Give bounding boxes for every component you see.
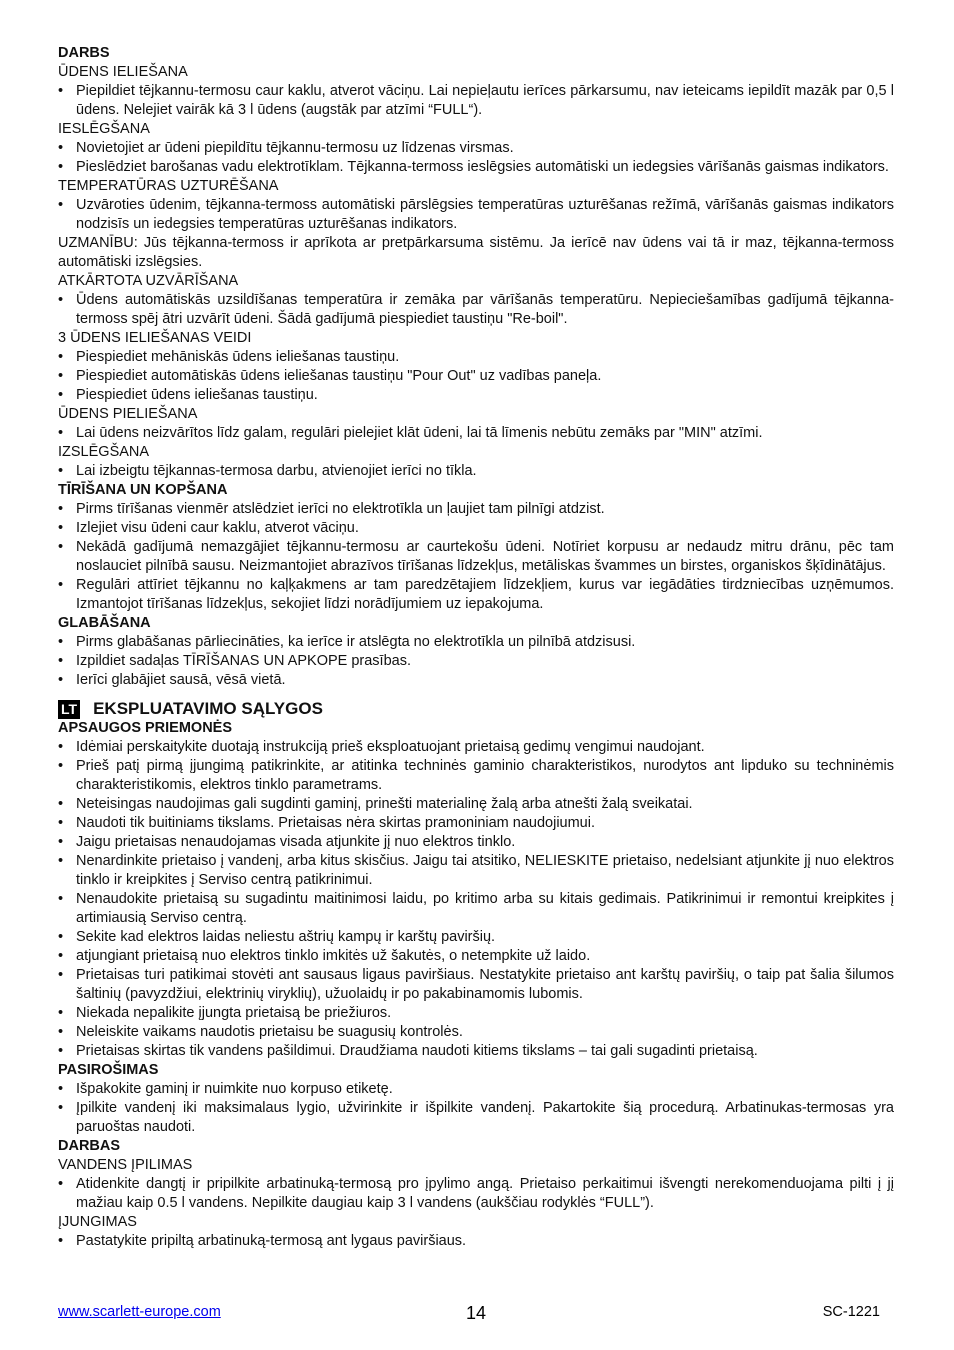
bullet-icon: • <box>58 815 64 831</box>
website-link[interactable]: www.scarlett-europe.com <box>58 1304 221 1320</box>
bullet-icon: • <box>58 929 64 945</box>
bullet-list <box>58 424 894 443</box>
list-item <box>58 139 894 158</box>
bullet-list <box>58 139 894 177</box>
subheading-pieliesana: ŪDENS PIELIEŠANA <box>58 406 198 422</box>
list-item <box>58 795 894 814</box>
list-item <box>58 852 894 890</box>
list-item <box>58 947 894 966</box>
subheading-atkartota: ATKĀRTOTA UZVĀRĪŠANA <box>58 273 239 289</box>
list-item-text: Piespiediet automātiskās ūdens ieliešanas taustiņu "Pour Out" uz vadības paneļa. <box>76 368 602 384</box>
subheading-ijungimas: ĮJUNGIMAS <box>58 1214 137 1230</box>
list-item-text: Pieslēdziet barošanas vadu elektrotīklam. Tējkanna-termoss ieslēgsies automātiski un iedegsies vārīšanās gaismas indikators. <box>76 159 889 175</box>
list-item <box>58 1175 894 1213</box>
list-item <box>58 291 894 329</box>
list-item-text: Prietaisas skirtas tik vandens pašildimui. Draudžiama naudoti kitiems tikslams – tai gali sugadinti prietaisą. <box>76 1043 758 1059</box>
bullet-icon: • <box>58 368 64 384</box>
bullet-list <box>58 348 894 405</box>
list-item <box>58 833 894 852</box>
list-item <box>58 1080 894 1099</box>
list-item <box>58 890 894 928</box>
list-item-text: Izpildiet sadaļas TĪRĪŠANAS UN APKOPE prasības. <box>76 653 411 669</box>
bullet-icon: • <box>58 1043 64 1059</box>
list-item <box>58 652 894 671</box>
bullet-list <box>58 462 894 481</box>
subheading-veidi: 3 ŪDENS IELIEŠANAS VEIDI <box>58 330 252 346</box>
subheading-udens-ieliesana: ŪDENS IELIEŠANA <box>58 64 188 80</box>
bullet-list <box>58 738 894 1061</box>
bullet-icon: • <box>58 520 64 536</box>
bullet-icon: • <box>58 1081 64 1097</box>
list-item <box>58 814 894 833</box>
bullet-icon: • <box>58 292 64 308</box>
list-item-text: Nenaudokite prietaisą su sugadintu maitinimosi laidu, po kritimo arba su kitais gedimais. Patikrinimui ir remontui kreipkites į artimiausią Serviso centrą. <box>76 891 894 926</box>
list-item <box>58 738 894 757</box>
list-item <box>58 966 894 1004</box>
list-item-text: Nekādā gadījumā nemazgājiet tējkannu-termosu ar caurtekošu ūdeni. Notīriet korpusu ar nedaudz mitru drānu, pēc tam noslauciet pilnībā sausu. Neizmantojiet abrazīvos tīrīšanas līdzekļus, metāliskas švammes un birstes, organiskos šķīdinātājus. <box>76 539 894 574</box>
list-item <box>58 367 894 386</box>
list-item <box>58 633 894 652</box>
list-item <box>58 462 894 481</box>
bullet-icon: • <box>58 634 64 650</box>
page-footer <box>58 1303 894 1327</box>
list-item-text: Piespiediet ūdens ieliešanas taustiņu. <box>76 387 318 403</box>
bullet-icon: • <box>58 653 64 669</box>
bullet-icon: • <box>58 672 64 688</box>
bullet-list <box>58 196 894 234</box>
subheading-ieslegsana: IESLĒGŠANA <box>58 121 150 137</box>
bullet-icon: • <box>58 1100 64 1116</box>
list-item <box>58 1023 894 1042</box>
warning-paragraph: UZMANĪBU: Jūs tējkanna-termoss ir aprīkota ar pretpārkarsuma sistēmu. Ja ierīcē nav ūdens vai tā ir maz, tējkanna-termoss automātiski izslēgsies. <box>58 235 894 270</box>
list-item <box>58 348 894 367</box>
list-item <box>58 576 894 614</box>
bullet-icon: • <box>58 425 64 441</box>
document-page <box>58 44 894 1251</box>
list-item <box>58 424 894 443</box>
bullet-icon: • <box>58 758 64 774</box>
list-item <box>58 671 894 690</box>
list-item <box>58 519 894 538</box>
list-item-text: Piespiediet mehāniskās ūdens ieliešanas taustiņu. <box>76 349 400 365</box>
list-item <box>58 1004 894 1023</box>
list-item <box>58 928 894 947</box>
list-item <box>58 82 894 120</box>
subheading-izslegsana: IZSLĒGŠANA <box>58 444 150 460</box>
list-item-text: Jaigu prietaisas nenaudojamas visada atjunkite jį nuo elektros tinklo. <box>76 834 516 850</box>
page-number: 14 <box>466 1303 487 1323</box>
list-item-text: Neleiskite vaikams naudotis prietaisu be suagusių kontrolės. <box>76 1024 463 1040</box>
bullet-list <box>58 1080 894 1137</box>
bullet-icon: • <box>58 463 64 479</box>
bullet-icon: • <box>58 1176 64 1192</box>
list-item-text: Įpilkite vandenį iki maksimalaus lygio, užvirinkite ir išpilkite vandenį. Pakartokite šią procedurą. Arbatinukas-termosas yra paruoštas naudoti. <box>76 1100 894 1135</box>
section-heading-glabasana: GLABĀŠANA <box>58 615 151 631</box>
list-item-text: Lai ūdens neizvārītos līdz galam, regulāri pielejiet klāt ūdeni, lai tā līmenis nebūtu zemāks par "MIN" atzīmi. <box>76 425 763 441</box>
list-item-text: Pirms glabāšanas pārliecināties, ka ierīce ir atslēgta no elektrotīkla un pilnībā atdzisusi. <box>76 634 636 650</box>
model-number: SC-1221 <box>822 1304 880 1320</box>
subheading-ipilimas: VANDENS ĮPILIMAS <box>58 1157 193 1173</box>
list-item <box>58 1232 894 1251</box>
bullet-icon: • <box>58 1024 64 1040</box>
list-item-text: Naudoti tik buitiniams tikslams. Prietaisas nėra skirtas pramoniniam naudojiumui. <box>76 815 595 831</box>
list-item-text: Uzvāroties ūdenim, tējkanna-termoss automātiski pārslēgsies temperatūras uzturēšanas režīmā, vārīšanās gaismas indikators nodzisīs un iedegsies temperatūras uzturēšanas indikators. <box>76 197 894 232</box>
list-item-text: Idėmiai perskaitykite duotają instrukciją prieš eksploatuojant prietaisą gedimų vengimui naudojant. <box>76 739 705 755</box>
section-heading-pasirosimas: PASIROŠIMAS <box>58 1062 159 1078</box>
bullet-list <box>58 291 894 329</box>
bullet-list <box>58 82 894 120</box>
list-item <box>58 196 894 234</box>
bullet-icon: • <box>58 739 64 755</box>
bullet-icon: • <box>58 501 64 517</box>
bullet-icon: • <box>58 834 64 850</box>
list-item-text: Išpakokite gaminį ir nuimkite nuo korpuso etiketę. <box>76 1081 393 1097</box>
bullet-list <box>58 500 894 614</box>
section-heading-darbas: DARBAS <box>58 1138 121 1154</box>
list-item-text: Niekada nepalikite įjungta prietaisą be priežiuros. <box>76 1005 392 1021</box>
bullet-icon: • <box>58 891 64 907</box>
section-heading-tirisana: TĪRĪŠANA UN KOPŠANA <box>58 482 228 498</box>
bullet-icon: • <box>58 853 64 869</box>
bullet-list <box>58 1175 894 1213</box>
list-item-text: Prietaisas turi patikimai stovėti ant sausaus ligaus paviršiaus. Nestatykite prietaiso ant karštų paviršių, o taip pat šalia šilumos šaltinių (pavyzdžiui, elektrinių viryklių), užuolaidų ir po pakabinamomis lubomis. <box>76 967 894 1002</box>
list-item-text: Lai izbeigtu tējkannas-termosa darbu, atvienojiet ierīci no tīkla. <box>76 463 477 479</box>
list-item-text: Prieš patį pirmą įjungimą patikrinkite, ar atitinka techninės gaminio charakteristikos, nurodytos ant lipduko su techninėmis charakteristikomis, elektros tinklo parametrams. <box>76 758 894 793</box>
list-item-text: atjungiant prietaisą nuo elektros tinklo imkitės už šakutės, o netempkite už laido. <box>76 948 591 964</box>
bullet-icon: • <box>58 796 64 812</box>
list-item-text: Nenardinkite prietaiso į vandenį, arba kitus skisčius. Jaigu tai atsitiko, NELIESKITE prietaiso, nedelsiant atjunkite jį nuo elektros tinklo ir kreipkites į Serviso centrą patikrinimui. <box>76 853 894 888</box>
list-item-text: Piepildiet tējkannu-termosu caur kaklu, atverot vāciņu. Lai nepieļautu ierīces pārkarsumu, nav ieteicams iepildīt mazāk par 0,5 l ūdens. Nelejiet vairāk kā 3 l ūdens (augstāk par atzīmi “FULL“). <box>76 83 894 118</box>
bullet-list <box>58 633 894 690</box>
bullet-icon: • <box>58 967 64 983</box>
bullet-icon: • <box>58 387 64 403</box>
list-item <box>58 538 894 576</box>
bullet-icon: • <box>58 159 64 175</box>
list-item-text: Pirms tīrīšanas vienmēr atslēdziet ierīci no elektrotīkla un ļaujiet tam pilnīgi atdzist. <box>76 501 605 517</box>
list-item <box>58 757 894 795</box>
list-item-text: Ūdens automātiskās uzsildīšanas temperatūra ir zemāka par vārīšanās temperatūru. Nepieciešamības gadījumā tējkanna-termoss spēj ātri uzvārīt ūdeni. Šādā gadījumā piespiediet taustiņu "Re-boil". <box>76 292 894 327</box>
bullet-icon: • <box>58 140 64 156</box>
language-section-title <box>58 699 894 719</box>
list-item-text: Regulāri attīriet tējkannu no kaļķakmens ar tam paredzētajiem līdzekļiem, kurus var iegādāties tirdzniecības uzņēmumos. Izmantojot tīrīšanas līdzekļus, sekojiet līdzi norādījumiem uz iepakojuma. <box>76 577 894 612</box>
list-item-text: Pastatykite pripiltą arbatinuką-termosą ant lygaus paviršiaus. <box>76 1233 467 1249</box>
list-item <box>58 1099 894 1137</box>
bullet-icon: • <box>58 539 64 555</box>
list-item-text: Izlejiet visu ūdeni caur kaklu, atverot vāciņu. <box>76 520 359 536</box>
subheading-temperaturas: TEMPERATŪRAS UZTURĒŠANA <box>58 178 279 194</box>
list-item-text: Ierīci glabājiet sausā, vēsā vietā. <box>76 672 286 688</box>
section-heading-darbs: DARBS <box>58 45 110 61</box>
lt-title-text: EKSPLUATAVIMO SĄLYGOS <box>93 699 323 718</box>
bullet-icon: • <box>58 197 64 213</box>
bullet-icon: • <box>58 83 64 99</box>
bullet-list <box>58 1232 894 1251</box>
bullet-icon: • <box>58 948 64 964</box>
bullet-icon: • <box>58 1233 64 1249</box>
list-item-text: Atidenkite dangtį ir pripilkite arbatinuką-termosą pro įpylimo angą. Prietaiso perkaitimui išvengti nerekomenduojama pilti į jį mažiau kaip 0.5 l vandens. Nepilkite daugiau kaip 3 l vandens (aukščiau rodyklės “FULL”). <box>76 1176 894 1211</box>
list-item <box>58 1042 894 1061</box>
list-item-text: Neteisingas naudojimas gali sugdinti gaminį, prinešti materialinę žalą arba atnešti žalą sveikatai. <box>76 796 693 812</box>
bullet-icon: • <box>58 1005 64 1021</box>
list-item <box>58 158 894 177</box>
list-item <box>58 500 894 519</box>
list-item-text: Sekite kad elektros laidas neliestu aštrių kampų ir karštų paviršių. <box>76 929 496 945</box>
language-badge: LT <box>58 700 80 719</box>
list-item-text: Novietojiet ar ūdeni piepildītu tējkannu-termosu uz līdzenas virsmas. <box>76 140 514 156</box>
list-item <box>58 386 894 405</box>
bullet-icon: • <box>58 577 64 593</box>
bullet-icon: • <box>58 349 64 365</box>
section-heading-apsaugos: APSAUGOS PRIEMONĖS <box>58 720 233 736</box>
